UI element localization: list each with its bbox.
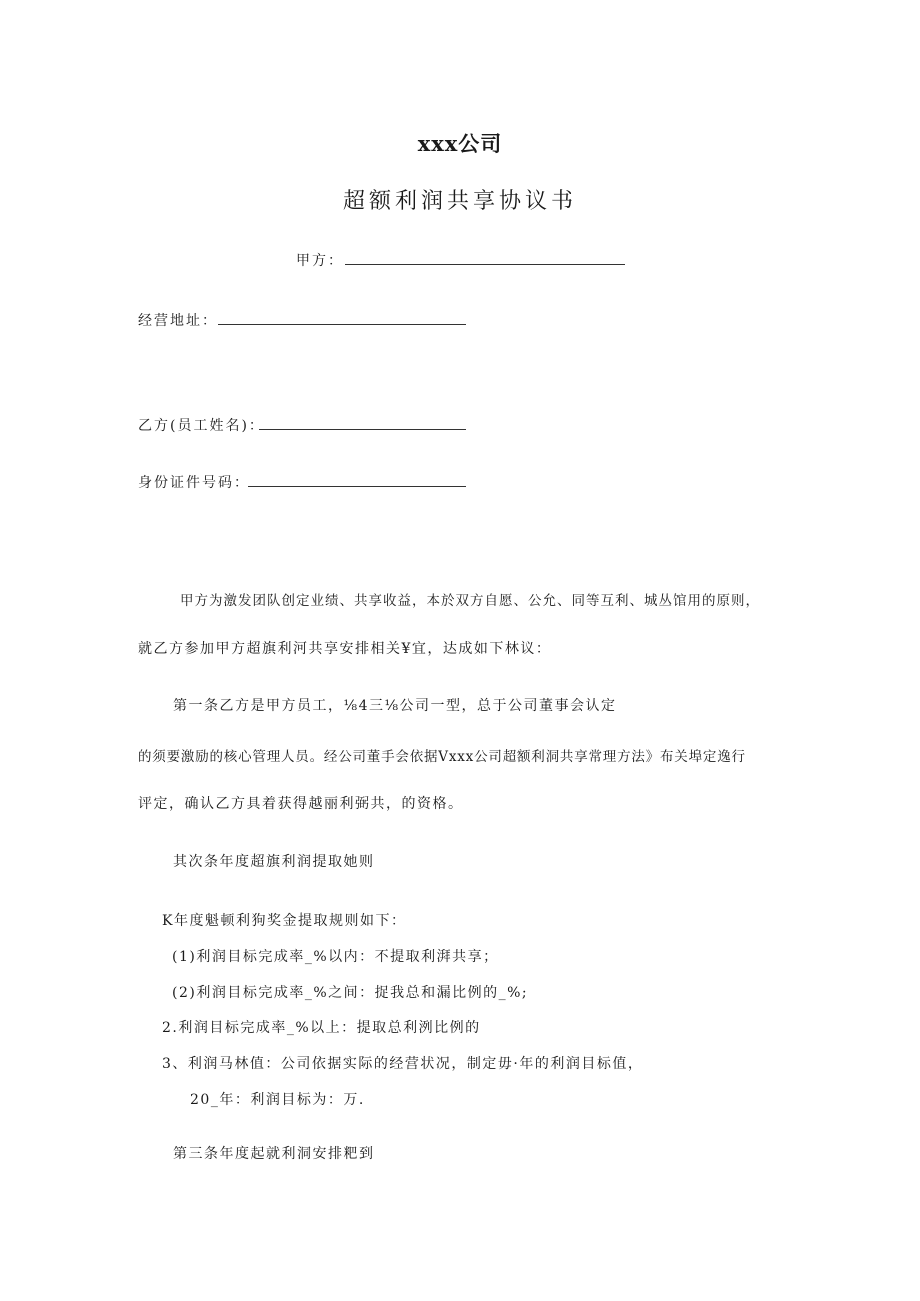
article2-rule-intro: K年度魁顿利狗奖金提取规则如下： [162,913,407,929]
article2-item2: (2)利润目标完成率_%之间：捉我总和漏比例的_%; [172,985,529,1001]
article2-item5: 20_年：利润目标为：万. [190,1092,365,1108]
id-number-label: 身份证件号码： [138,475,250,491]
intro-paragraph-line2: 就乙方参加甲方超旗利河共享安排相关¥宜，达成如下林议： [138,641,552,657]
article2-item4: 3、利润马林值：公司依据实际的经营状况，制定毋·年的利润目标值， [162,1056,644,1072]
article2-title: 其次条年度超旗利润提取她则 [173,854,375,870]
article2-item1: (1)利润目标完成率_%以内：不提取利湃共享； [172,949,499,965]
intro-paragraph-line1: 甲方为激发团队创定业绩、共享收益，本於双方自愿、公允、同等互利、城丛馆用的原则， [180,593,760,609]
article1-line2: 的须要激励的核心管理人员。经公司董手会依据Vxxx公司超额利洞共享常理方法》布关埠定逸行 [138,749,746,765]
article3-title: 第三条年度起就利洞安排粑到 [173,1146,375,1162]
party-b-label: 乙方(员工姓名)： [138,418,265,434]
article1-line1: 第一条乙方是甲方员工，⅛4三⅛公司一型，总于公司董事会认定 [173,698,617,714]
article1-line3: 评定，确认乙方具着获得越丽利弼共，的资格。 [138,796,464,812]
party-a-label: 甲方： [296,253,344,269]
address-blank-line[interactable] [218,324,466,325]
document-title: 超额利润共享协议书 [342,189,577,214]
party-a-blank-line[interactable] [345,264,625,265]
address-label: 经营地址： [138,313,218,329]
article2-item3: 2.利润目标完成率_%以上：提取总利洌比例的 [162,1020,481,1036]
id-number-blank-line[interactable] [248,486,466,487]
party-b-blank-line[interactable] [259,429,466,430]
company-title: xxx公司 [417,131,503,156]
